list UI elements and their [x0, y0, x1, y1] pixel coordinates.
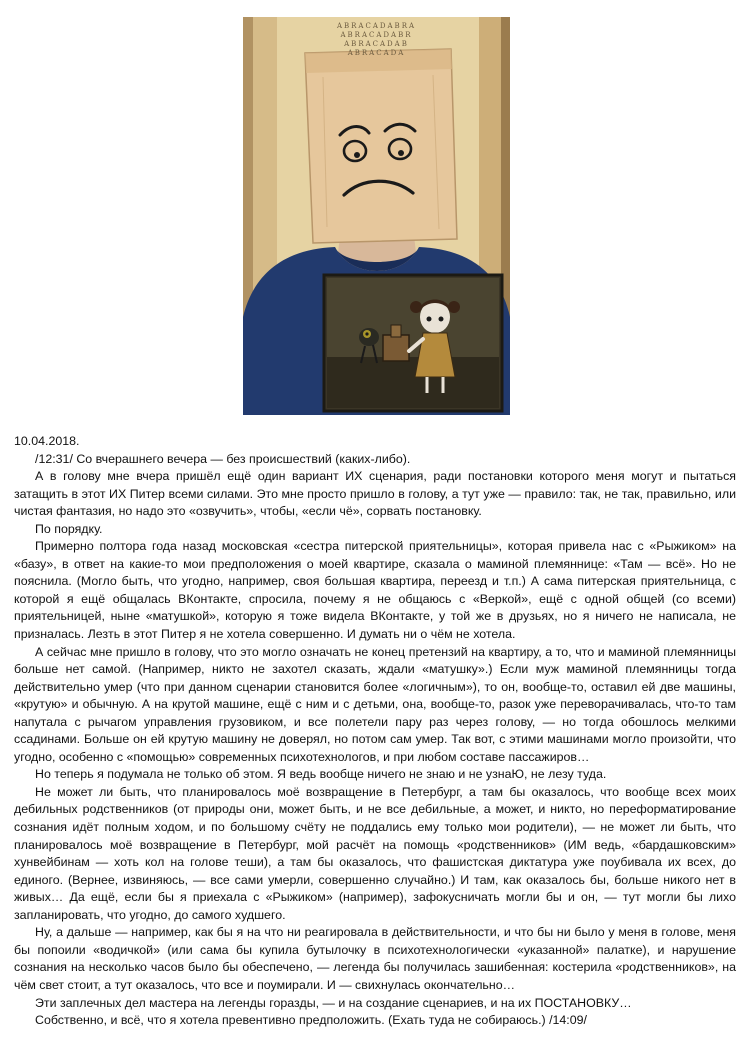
paragraph: Эти заплечных дел мастера на легенды горазды, — и на создание сценариев, и на их ПОСТАНОВКУ…: [35, 995, 632, 1010]
illustration-art: [243, 17, 510, 415]
paragraph: Примерно полтора года назад московская «сестра питерской приятельницы», которая привела нас с «Рыжиком» на «базу», в ответ на какие-то мои предположения о моей квартире, сказала о маминой племяннице: «Там — всё». Но не пояснила. (Могло быть, что угодно, например, своя большая квартира, переезд и т.п.) А сама питерская приятельница, с которой я ещё общалась ВКонтакте, спросила, почему я не общаюсь с «Веркой», ещё с одной общей (со всеми) приятельницей, ныне «матушкой», которую я тоже видела ВКонтакте, у той же в друзьях, но я ничего не написала, не призналась. Лезть в этот Питер я не хотела совершенно. И думать ни о чём не хотела.: [14, 539, 736, 642]
abracadabra-line: ABRACADABRA: [336, 22, 417, 30]
paper-bag: [305, 49, 457, 243]
abracadabra-line: ABRACADAB: [344, 40, 409, 48]
inset-picture: [324, 275, 502, 411]
paragraph: Ну, а дальше — например, как бы я на что ни реагировала в действительности, и что бы ни было у меня в голове, меня бы попоили «водичкой» (или сама бы купила бутылочку в психотехнологически «указанной» палатке), и нарушение сознания на несколько часов было бы обеспечено, — легенда бы получилась зашибенная: костерила «родственников», на чём свет стоит, а тут оказалось, что все и поумирали. И — свихнулась окончательно…: [14, 925, 736, 992]
entry-date: 10.04.2018.: [14, 434, 80, 448]
paragraph: Но теперь я подумала не только об этом. Я ведь вообще ничего не знаю и не узнаЮ, не лезу туда.: [35, 767, 607, 782]
paragraph: А в голову мне вчера пришёл ещё один вариант ИХ сценария, ради постановки которого меня могут и пытаться затащить в этот ИХ Питер всеми силами. Это мне просто пришло в голову, а тут уже — правило: так, не так, правильно, или чистая фантазия, но надо это «озвучить», чтобы, «если чё», сорвать постановку.: [14, 469, 736, 519]
illustration: [243, 17, 510, 415]
toy-box: [383, 335, 409, 361]
paragraph: А сейчас мне пришло в голову, что это могло означать не конец претензий на квартиру, а то, что и маминой племянницы больше нет самой. (Например, никто не захотел сказать, ждали «матушку».) Если муж маминой племянницы тогда действительно умер (что при данном сценарии становится более «логичным»), то он, вообще-то, оставил ей две машины, «крутую» и обычную. А на крутой машине, ещё с ним и с детьми, она, вообще-то, разок уже переворачивалась, что-то там напутала с рычагом управления грузовиком, и все полетели пару раз через голову, — но тогда обошлось мелкими ссадинами. Больше он ей крутую машину не доверял, но потом сам умер. Так вот, с этими машинами могло произойти, что угодно, особенно с «помощью» современных психотехнологов, и при любом составе пассажиров…: [14, 644, 736, 764]
paragraph: Собственно, и всё, что я хотела превентивно предположить. (Ехать туда не собираюсь.) /14:09/: [35, 1013, 587, 1028]
paragraph: /12:31/ Со вчерашнего вечера — без происшествий (каких-либо).: [35, 451, 411, 466]
article-text: [14, 433, 736, 1030]
paragraph: По порядку.: [35, 521, 103, 536]
abracadabra-line: ABRACADA: [347, 49, 406, 57]
paragraph: Не может ли быть, что планировалось моё возвращение в Петербург, а там бы оказалось, что вообще всех моих дебильных родственников (от природы они, может быть, и не все дебильные, а может, и никто, но переформатирование сознания идёт полным ходом, и по большому счёту не поддались ему только мои родители), — не может ли быть, что планировалось моё возвращение в Петербург, мой расчёт на помощь «родственников» (ИМ ведь, «бардашковским» хунвейбинам — хоть кол на голове теши), а там бы оказалось, что фашистская диктатура уже поубивала их всех, до единого. (Вернее, извиняюсь, — все сами умерли, совершенно случайно.) И там, как оказалось бы, больше никого нет в живых… Да ещё, если бы я приехала с «Рыжиком» (например), зафокусничать могли бы и он, — тут могли бы лихо запланировать, что угодно, до самого худшего.: [14, 784, 736, 922]
abracadabra-inscription: [243, 22, 510, 58]
abracadabra-line: ABRACADABR: [340, 31, 413, 39]
